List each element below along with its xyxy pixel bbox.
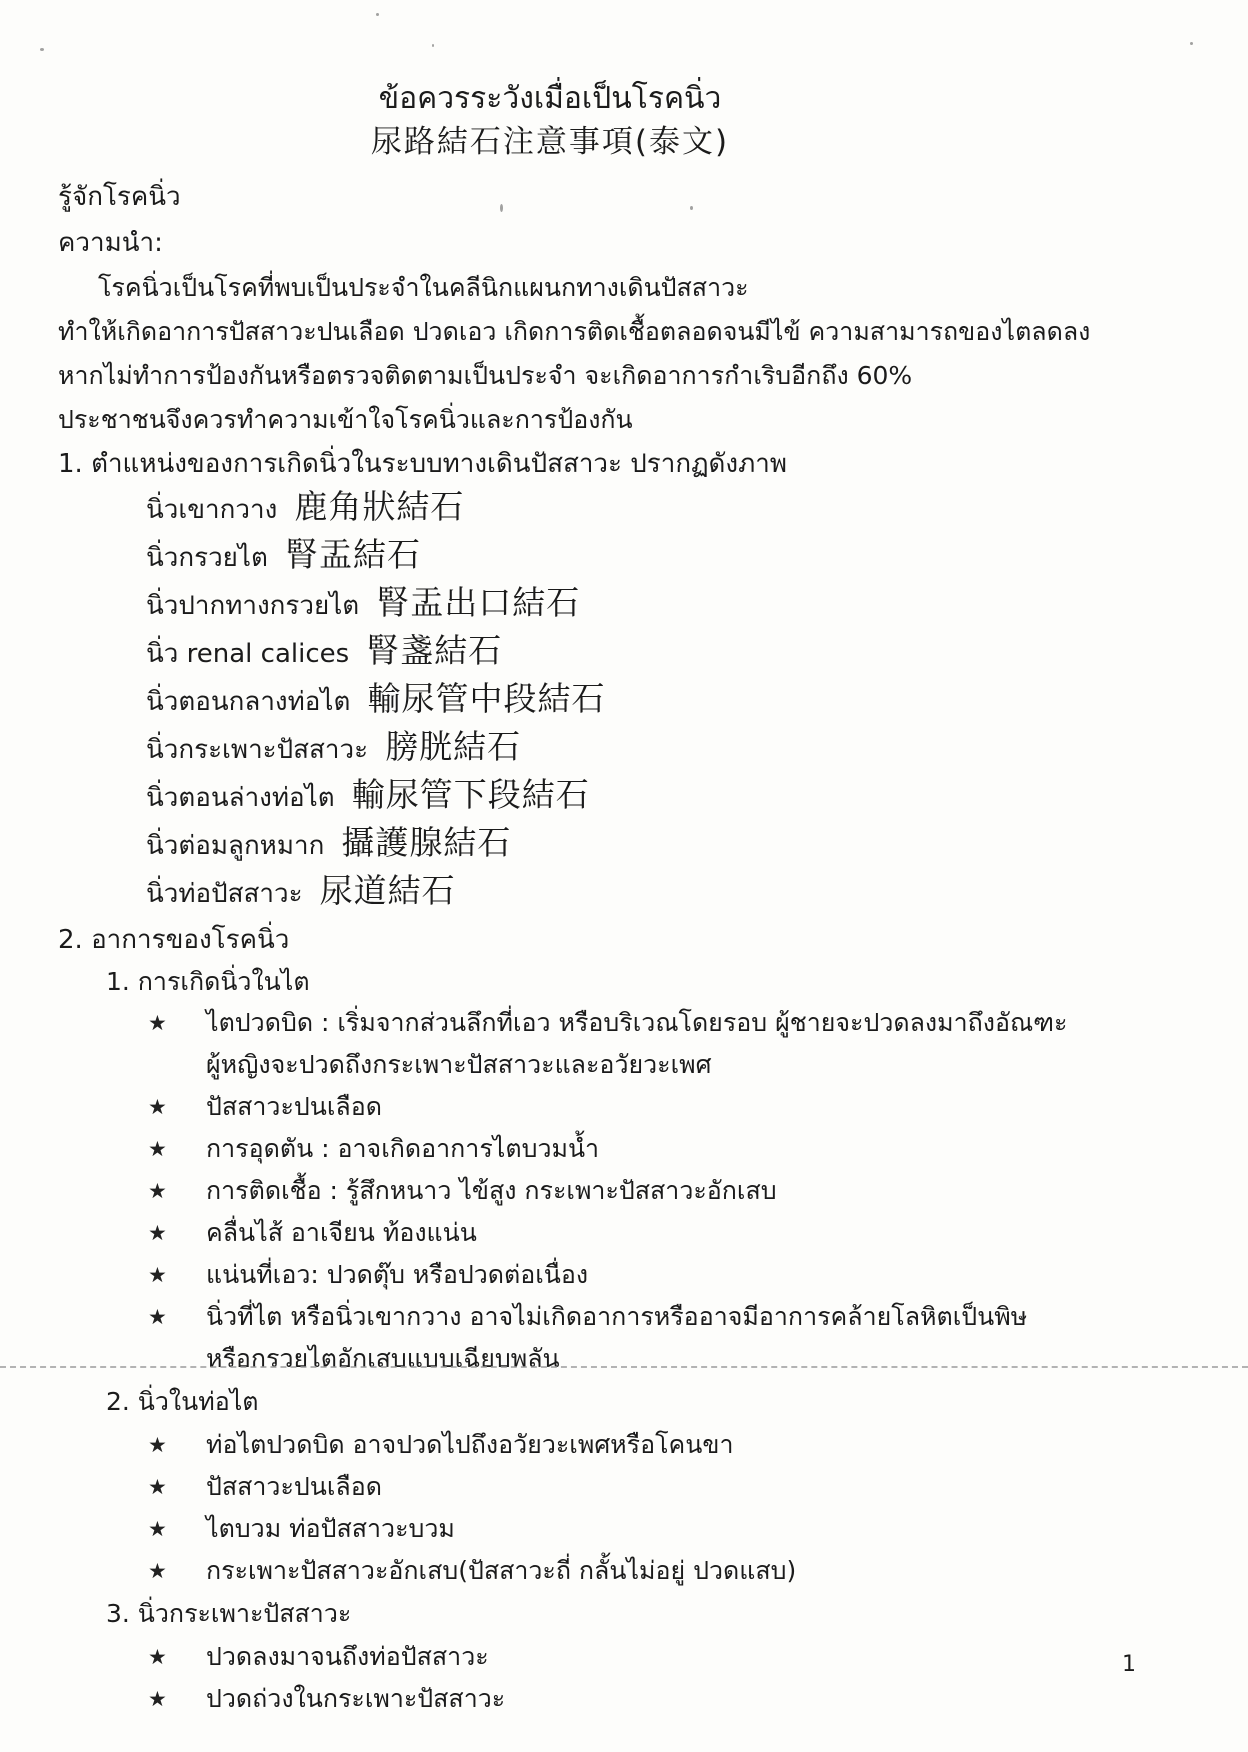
- symptom-text: ไตบวม ท่อปัสสาวะบวม: [206, 1514, 455, 1543]
- symptom-text: ผู้หญิงจะปวดถึงกระเพาะปัสสาวะและอวัยวะเพศ: [206, 1050, 712, 1079]
- star-bullet-icon: ★: [148, 1011, 167, 1035]
- star-bullet-icon: ★: [148, 1559, 167, 1583]
- stone-location-item: [146, 870, 1190, 918]
- stone-location-chinese: 膀胱結石: [385, 727, 522, 766]
- stone-location-thai: นิ่วต่อมลูกหมาก: [146, 831, 325, 861]
- symptom-text: กระเพาะปัสสาวะอักเสบ(ปัสสาวะถี่ กลั้นไม่อยู่ ปวดแสบ): [206, 1556, 797, 1585]
- document-title-chinese: 尿路結石注意事項(泰文): [370, 124, 730, 160]
- symptom-bullet: [148, 1678, 1190, 1720]
- symptom-bullet: [148, 1128, 1190, 1170]
- symptom-text: หรือกรวยไตอักเสบแบบเฉียบพลัน: [206, 1344, 560, 1373]
- section-symptoms-heading: 2. อาการของโรคนิ่ว: [58, 925, 290, 955]
- symptom-bullet: [148, 1254, 1190, 1296]
- stone-location-chinese: 腎盞結石: [366, 631, 503, 670]
- scan-fold-line: [0, 1366, 1248, 1368]
- stone-location-chinese: 攝護腺結石: [341, 823, 512, 862]
- intro-paragraph-line: ทำให้เกิดอาการปัสสาวะปนเลือด ปวดเอว เกิดการติดเชื้อตลอดจนมีไข้ ความสามารถของไตลดลง: [58, 317, 1091, 346]
- symptom-bullet: [148, 1466, 1190, 1508]
- symptom-text: แน่นที่เอว: ปวดตุ๊บ หรือปวดต่อเนื่อง: [206, 1260, 589, 1289]
- subsection-heading-bladder: 3. นิ่วกระเพาะปัสสาวะ: [106, 1599, 352, 1628]
- scan-speck: [500, 204, 503, 212]
- document-body: [0, 174, 1248, 1720]
- intro-know-heading: รู้จักโรคนิ่ว: [58, 182, 181, 212]
- stone-location-chinese: 腎盂出口結石: [376, 583, 581, 622]
- scan-speck: [1190, 42, 1193, 45]
- symptom-bullet: [148, 1424, 1190, 1466]
- symptom-text: ปัสสาวะปนเลือด: [206, 1472, 382, 1501]
- stone-location-chinese: 輸尿管下段結石: [351, 775, 590, 814]
- scan-speck: [40, 48, 44, 51]
- scan-speck: [432, 44, 434, 47]
- section-locations-heading: 1. ตำแหน่งของการเกิดนิ่วในระบบทางเดินปัสสาวะ ปรากฏดังภาพ: [58, 449, 787, 479]
- symptom-text: ไตปวดบิด : เริ่มจากส่วนลึกที่เอว หรือบริเวณโดยรอบ ผู้ชายจะปวดลงมาถึงอัณฑะ: [206, 1008, 1068, 1037]
- intro-lead-heading: ความนำ:: [58, 228, 163, 258]
- stone-location-thai: นิ่วเขากวาง: [146, 495, 278, 525]
- symptom-text: การติดเชื้อ : รู้สึกหนาว ไข้สูง กระเพาะปัสสาวะอักเสบ: [206, 1176, 777, 1205]
- star-bullet-icon: ★: [148, 1221, 167, 1245]
- stone-location-item: [146, 582, 1190, 630]
- stone-location-thai: นิ่วกรวยไต: [146, 543, 268, 573]
- intro-paragraph-line: หากไม่ทำการป้องกันหรือตรวจติดตามเป็นประจำ จะเกิดอาการกำเริบอีกถึง 60%: [58, 361, 913, 390]
- symptom-text: ปวดลงมาจนถึงท่อปัสสาวะ: [206, 1642, 489, 1671]
- document-title-thai: ข้อควรระวังเมื่อเป็นโรคนิ่ว: [378, 81, 722, 116]
- symptom-bullet: [148, 1086, 1190, 1128]
- star-bullet-icon: ★: [148, 1645, 167, 1669]
- stone-location-item: [146, 774, 1190, 822]
- stone-location-item: [146, 678, 1190, 726]
- star-bullet-icon: ★: [148, 1095, 167, 1119]
- star-bullet-icon: ★: [148, 1263, 167, 1287]
- stone-location-thai: นิ่ว renal calices: [146, 639, 350, 669]
- subsection-heading-kidney: 1. การเกิดนิ่วในไต: [106, 967, 310, 996]
- star-bullet-icon: ★: [148, 1475, 167, 1499]
- intro-paragraph-line: ประชาชนจึงควรทำความเข้าใจโรคนิ่วและการป้องกัน: [58, 405, 633, 434]
- stone-location-chinese: 輸尿管中段結石: [367, 679, 606, 718]
- stone-location-thai: นิ่วกระเพาะปัสสาวะ: [146, 735, 369, 765]
- scan-speck: [376, 13, 379, 16]
- page-number: 1: [1122, 1652, 1136, 1677]
- scan-speck: [690, 206, 693, 210]
- star-bullet-icon: ★: [148, 1517, 167, 1541]
- document-title-block: [0, 0, 1100, 164]
- symptom-bullet: [148, 1550, 1190, 1592]
- stone-location-chinese: 鹿角狀結石: [294, 487, 465, 526]
- symptom-bullet: [148, 1508, 1190, 1550]
- symptom-text: คลื่นไส้ อาเจียน ท้องแน่น: [206, 1218, 477, 1247]
- intro-paragraph-line: โรคนิ่วเป็นโรคที่พบเป็นประจำในคลีนิกแผนกทางเดินปัสสาวะ: [98, 273, 749, 302]
- stone-location-chinese: 腎盂結石: [284, 535, 421, 574]
- stone-location-thai: นิ่วตอนกลางท่อไต: [146, 687, 351, 717]
- symptom-bullet: [148, 1636, 1190, 1678]
- stone-location-item: [146, 726, 1190, 774]
- stone-location-item: [146, 822, 1190, 870]
- star-bullet-icon: ★: [148, 1137, 167, 1161]
- stone-location-item: [146, 630, 1190, 678]
- stone-location-chinese: 尿道結石: [319, 871, 456, 910]
- symptom-text: การอุดตัน : อาจเกิดอาการไตบวมน้ำ: [206, 1134, 600, 1163]
- symptom-text: ท่อไตปวดบิด อาจปวดไปถึงอวัยวะเพศหรือโคนขา: [206, 1430, 734, 1459]
- symptom-bullet: [148, 1170, 1190, 1212]
- star-bullet-icon: ★: [148, 1179, 167, 1203]
- star-bullet-icon: ★: [148, 1305, 167, 1329]
- symptom-text: นิ่วที่ไต หรือนิ่วเขากวาง อาจไม่เกิดอาการหรืออาจมีอาการคล้ายโลหิตเป็นพิษ: [206, 1302, 1028, 1331]
- stone-location-thai: นิ่วท่อปัสสาวะ: [146, 879, 303, 909]
- stone-location-item: [146, 486, 1190, 534]
- symptom-text: ปัสสาวะปนเลือด: [206, 1092, 382, 1121]
- symptom-bullet: [148, 1212, 1190, 1254]
- stone-location-thai: นิ่วปากทางกรวยไต: [146, 591, 360, 621]
- stone-location-thai: นิ่วตอนล่างท่อไต: [146, 783, 335, 813]
- star-bullet-icon: ★: [148, 1433, 167, 1457]
- symptom-bullet: [148, 1002, 1190, 1086]
- symptom-text: ปวดถ่วงในกระเพาะปัสสาวะ: [206, 1684, 506, 1713]
- star-bullet-icon: ★: [148, 1687, 167, 1711]
- subsection-heading-ureter: 2. นิ่วในท่อไต: [106, 1387, 259, 1416]
- stone-location-item: [146, 534, 1190, 582]
